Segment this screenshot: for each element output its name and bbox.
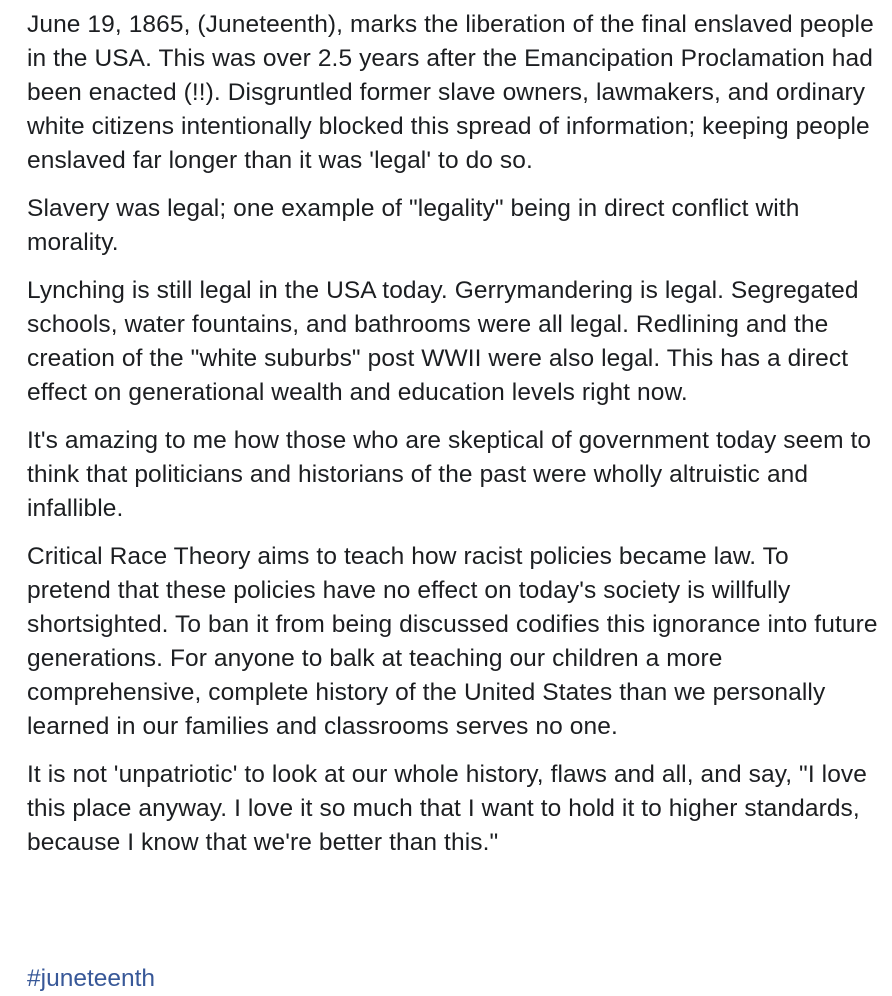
- post-paragraph-patriotic: It is not 'unpatriotic' to look at our whole history, flaws and all, and say, "I love this place anyway. I love it so much that I want to hold it to higher standards, because I know that we're better than this.": [27, 761, 868, 856]
- post-paragraph-slavery-legal: Slavery was legal; one example of "legality" being in direct conflict with morality.: [27, 195, 800, 256]
- post-paragraph-juneteenth: June 19, 1865, (Juneteenth), marks the liberation of the final enslaved people in the USA. This was over 2.5 years after the Emancipation Proclamation had been enacted (!!). Disgruntled former slave owners, lawmakers, and ordinary white citizens intentionally blocked this spread of information; keeping people enslaved far longer than it was 'legal' to do so.: [27, 11, 874, 174]
- hashtag-link[interactable]: #juneteenth: [27, 965, 156, 992]
- post-paragraph-critical-race-theory: Critical Race Theory aims to teach how racist policies became law. To pretend that these policies have no effect on today's society is willfully shortsighted. To ban it from being discussed codifies this ignorance into future generations. For anyone to balk at teaching our children a more comprehensive, complete history of the United States than we personally learned in our families and classrooms serves no one.: [27, 543, 878, 740]
- post-paragraph-lynching: Lynching is still legal in the USA today. Gerrymandering is legal. Segregated schools, water fountains, and bathrooms were all legal. Redlining and the creation of the "white suburbs" post WWII were also legal. This has a direct effect on generational wealth and education levels right now.: [27, 277, 859, 406]
- post-body: [27, 8, 879, 874]
- post-paragraph-skeptical: It's amazing to me how those who are skeptical of government today seem to think that politicians and historians of the past were wholly altruistic and infallible.: [27, 427, 872, 522]
